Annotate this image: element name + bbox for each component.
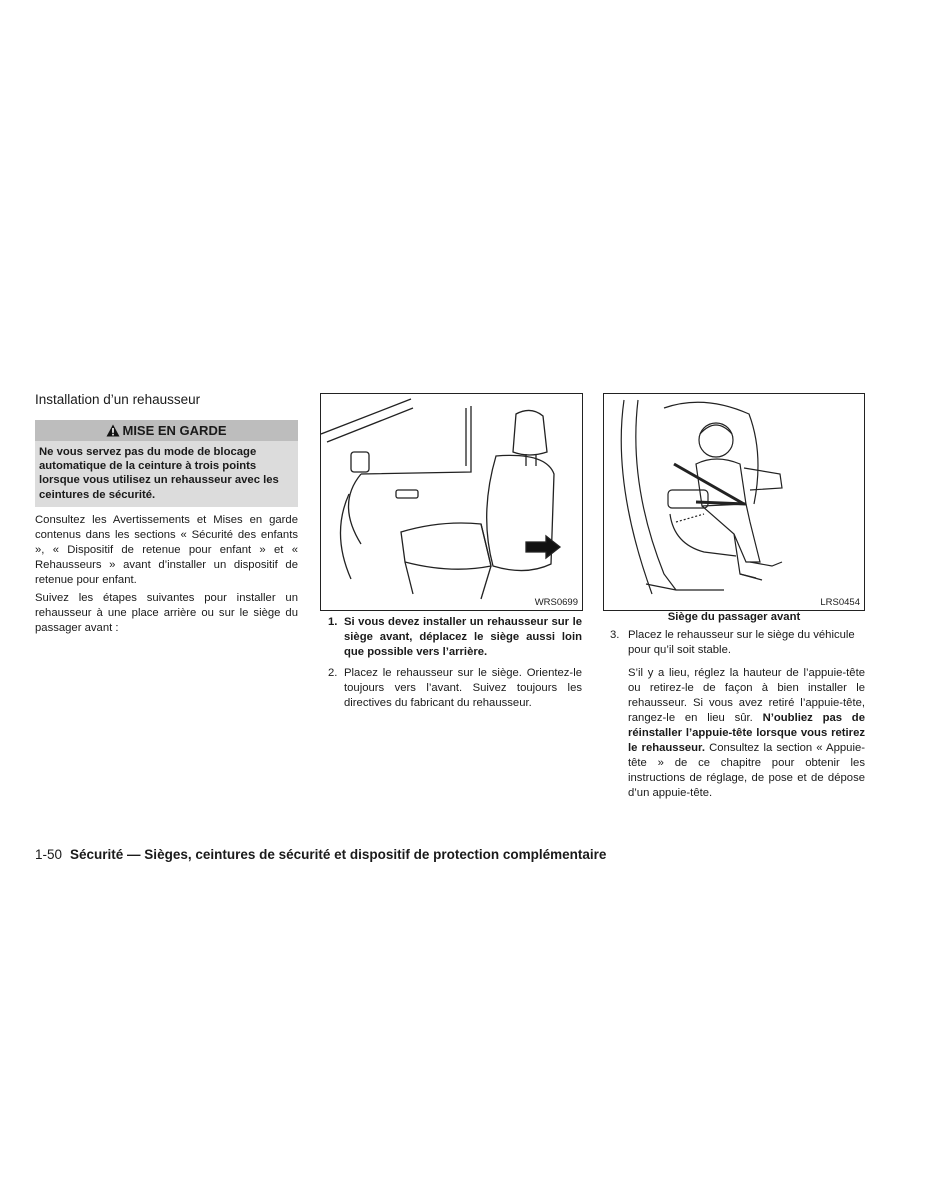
figure-seat-forward (320, 393, 583, 611)
warning-triangle-icon (106, 424, 120, 437)
step-text: Placez le rehausseur sur le siège du véhicule pour qu’il soit stable. (628, 629, 855, 656)
figure-code: LRS0454 (820, 597, 860, 608)
step-text: Si vous devez installer un rehausseur sur le siège avant, déplacez le siège aussi loin que possible vers l’arrière. (344, 616, 582, 658)
warning-text: Ne vous servez pas du mode de blocage automatique de la ceinture à trois points lorsque vous utilisez un rehausseur avec les ceintures de sécurité. (39, 446, 279, 501)
step-3-detail-lead: S’il y a lieu, réglez la hauteur de l’appuie-tête ou retirez-le de façon à bien installer le rehausseur. Si vous avez retiré l’appuie-tête, rangez-le en lieu sûr. (628, 667, 865, 724)
paragraph-steps-intro: Suivez les étapes suivantes pour installer un rehausseur à une place arrière ou sur le siège du passager avant : (35, 592, 298, 634)
child-booster-seat-illustration-icon (604, 394, 864, 610)
step-3-detail (628, 666, 865, 801)
warning-box (35, 420, 298, 507)
paragraph-consult: Consultez les Avertissements et Mises en garde contenus dans les sections « Sécurité des enfants », « Dispositif de retenue pour enfant » et « Rehausseurs » avant d’installer un dispositif de retenue pour enfant. (35, 514, 298, 586)
step-number: 3. (610, 629, 620, 641)
step-number: 2. (328, 667, 338, 679)
step-3-detail-tail: Consultez la section « Appuie-tête » de ce chapitre pour obtenir les instructions de réglage, de pose et de dépose d’un appuie-tête. (628, 742, 865, 799)
seat-forward-diagram-icon (321, 394, 582, 610)
chapter-title: Sécurité — Sièges, ceintures de sécurité et dispositif de protection complémentaire (70, 847, 607, 862)
step-3-detail-warning: N’oubliez pas de réinstaller l’appuie-tête lorsque vous retirez le rehausseur. (628, 712, 865, 754)
section-title: Installation d’un rehausseur (35, 392, 201, 407)
figure-code: WRS0699 (534, 597, 578, 608)
page-number: 1-50 (35, 847, 63, 862)
warning-header (35, 420, 298, 441)
figure-caption: Siège du passager avant (667, 611, 801, 623)
page-footer (35, 847, 606, 862)
step-text: Placez le rehausseur sur le siège. Orientez-le toujours vers l’avant. Suivez toujours les directives du fabricant du rehausseur. (344, 667, 582, 709)
warning-header-label: MISE EN GARDE (122, 423, 227, 438)
step-number: 1. (328, 616, 338, 628)
figure-child-booster (603, 393, 865, 611)
